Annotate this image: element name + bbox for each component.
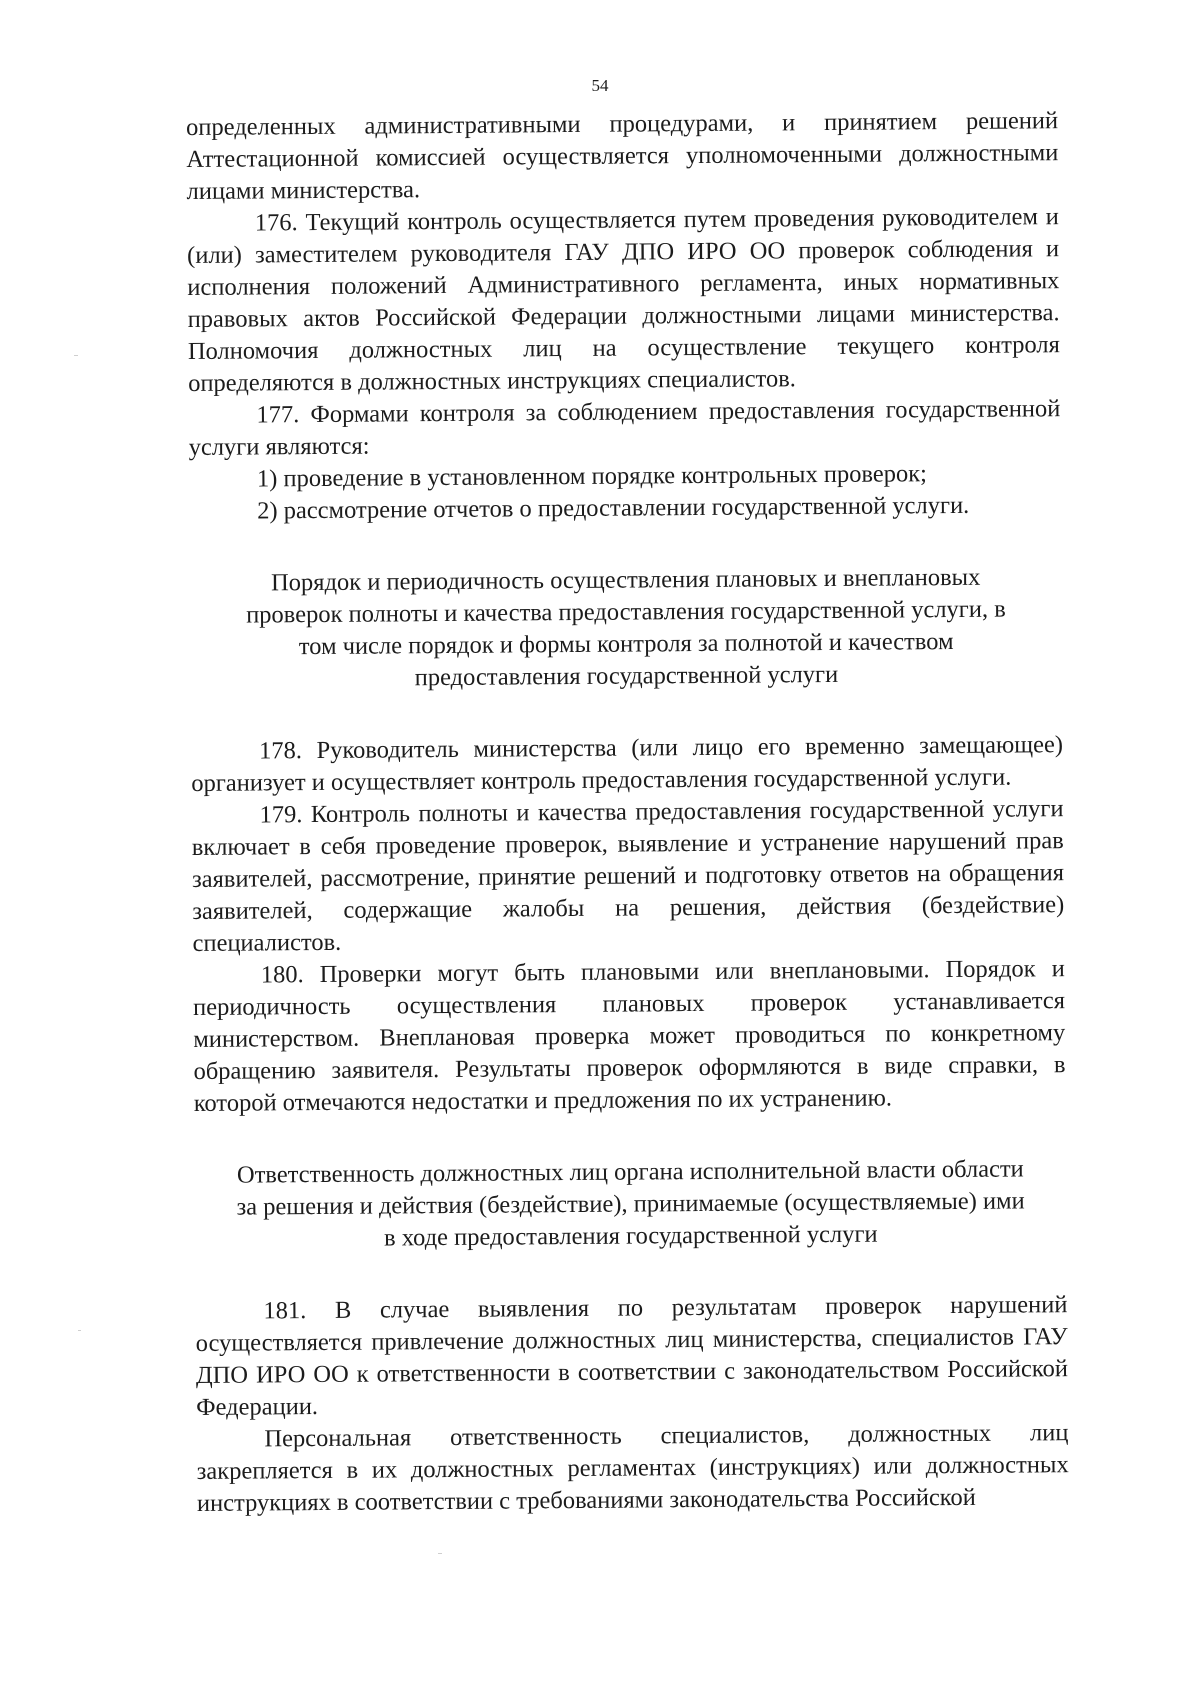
scan-speck xyxy=(78,1330,81,1331)
paragraph-181-personal: Персональная ответственность специалистов, должностных лиц закрепляется в их должностных регламентах (инструкциях) или должностных инструкциях в соответствии с требованиями законодательства Российской xyxy=(196,1419,1069,1517)
paragraph-180: 180. Проверки могут быть плановыми или внеплановыми. Порядок и периодичность осуществления плановых проверок устанавливается министерством. Внеплановая проверка может проводиться по конкретному обращению заявителя. Результаты проверок оформляются в виде справки, в которой отмечаются недостатки и предложения по их устранению. xyxy=(192,955,1066,1117)
paragraph-181: 181. В случае выявления по результатам проверок нарушений осуществляется привлечение должностных лиц министерства, специалистов ГАУ ДПО ИРО ОО к ответственности в соответствии с законодательством Российской Федерации. xyxy=(195,1291,1069,1421)
page-number: 54 xyxy=(591,76,609,95)
list-item-177-1: 1) проведение в установленном порядке контрольных проверок; xyxy=(256,460,928,493)
paragraph-176: 176. Текущий контроль осуществляется путем проведения руководителем и (или) заместителем руководителя ГАУ ДПО ИРО ОО проверок соблюдения и исполнения положений Административного регламента, иных нормативных правовых актов Российской Федерации должностными лицами министерства. Полномочия должностных лиц на осуществление текущего контроля определяются в должностных инструкциях специалистов. xyxy=(187,203,1060,397)
section-heading-responsibility: Ответственность должностных лиц органа исполнительной власти области за решения и действия (бездействие), принимаемые (осуществляемые) ими в ходе предоставления государственной услуги xyxy=(236,1155,1025,1252)
document-body xyxy=(186,105,1069,1520)
scan-speck xyxy=(438,1553,442,1554)
paragraph-178: 178. Руководитель министерства (или лицо его временно замещающее) организует и осуществляет контроль предоставления государственной услуги. xyxy=(191,731,1064,797)
paragraph-continuation: определенных административными процедурами, и принятием решений Аттестационной комиссией осуществляется уполномоченными должностными лицами министерства. xyxy=(186,107,1059,205)
list-item-177-2: 2) рассмотрение отчетов о предоставлении государственной услуги. xyxy=(257,491,970,525)
paragraph-177: 177. Формами контроля за соблюдением предоставления государственной услуги являются: xyxy=(188,395,1061,461)
scan-speck xyxy=(74,355,78,356)
paragraph-179: 179. Контроль полноты и качества предоставления государственной услуги включает в себя проведение проверок, выявление и устранение нарушений прав заявителей, рассмотрение, принятие решений и подготовку ответов на обращения заявителей, содержащие жалобы на решения, действия (бездействие) специалистов. xyxy=(191,795,1065,957)
section-heading-inspections: Порядок и периодичность осуществления плановых и внеплановых проверок полноты и качества предоставления государственной услуги, в том числе порядок и формы контроля за полнотой и качеством предоставления государственной услуги xyxy=(246,563,1006,692)
